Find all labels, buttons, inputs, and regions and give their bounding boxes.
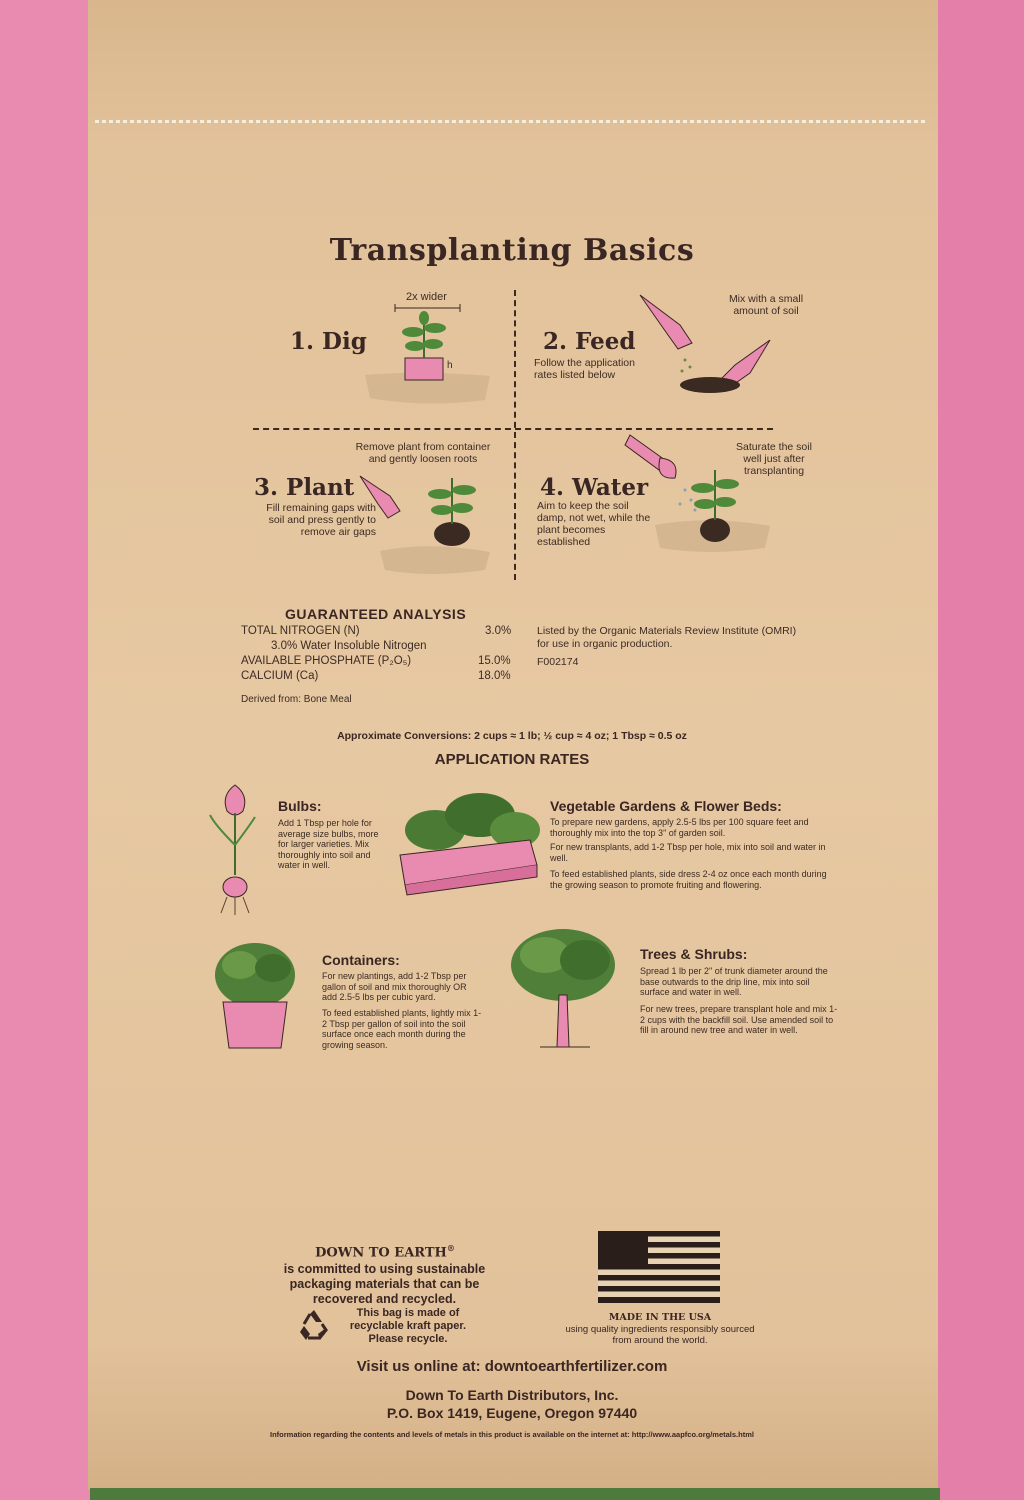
vegetable-text-3: To feed established plants, side dress 2-4 oz once each month during the growing season to promote fruiting and flowering.	[550, 869, 827, 890]
trees-text-2: For new trees, prepare transplant hole and mix 1-2 cups with the backfill soil. Use amended soil to fill in around new tree and water in well.	[640, 1004, 838, 1035]
analysis-insoluble-nitrogen: 3.0% Water Insoluble Nitrogen	[271, 640, 427, 652]
analysis-calcium: CALCIUM (Ca)	[241, 670, 319, 682]
bulbs-title: Bulbs:	[278, 798, 322, 814]
trees-text-1: Spread 1 lb per 2" of trunk diameter around the base outwards to the drip line, mix into soil surface and water in well.	[640, 966, 828, 997]
analysis-nitrogen-value: 3.0%	[485, 625, 512, 637]
trees-title: Trees & Shrubs:	[640, 946, 748, 962]
containers-title: Containers:	[322, 952, 400, 968]
analysis-title: GUARANTEED ANALYSIS	[285, 606, 467, 622]
recycle-text: This bag is made of recyclable kraft paper. Please recycle.	[349, 1307, 467, 1345]
website[interactable]: Visit us online at: downtoearthfertilizer.com	[356, 1358, 668, 1375]
application-title: APPLICATION RATES	[434, 751, 590, 768]
bag-stitching	[95, 120, 925, 123]
bulb-illustration	[205, 785, 265, 920]
divider-vertical	[514, 290, 516, 580]
bag-kraft-panel	[88, 0, 938, 1490]
sustainability-text: is committed to using sustainable packaging materials that can be recovered and recycled.	[283, 1262, 486, 1306]
step-plant-title: 3. Plant	[254, 474, 355, 501]
analysis-phosphate: AVAILABLE PHOSPHATE (P₂O₅)	[241, 655, 412, 667]
tree-illustration	[505, 925, 620, 1055]
step-water-note: Saturate the soil well just after transplanting	[736, 441, 812, 477]
step-feed-text: Follow the application rates listed below	[534, 357, 635, 381]
analysis-calcium-value: 18.0%	[478, 670, 511, 682]
brand-name-text: DOWN TO EARTH	[315, 1245, 447, 1261]
plant-illustration	[360, 466, 500, 576]
vegetable-text-2: For new transplants, add 1-2 Tbsp per hole, mix into soil and water in well.	[550, 842, 826, 863]
brand-name	[265, 1243, 505, 1260]
analysis-phosphate-value: 15.0%	[478, 655, 511, 667]
conversions: Approximate Conversions: 2 cups ≈ 1 lb; ½ cup ≈ 4 oz; 1 Tbsp ≈ 0.5 oz	[337, 730, 687, 742]
page-title: Transplanting Basics	[329, 233, 695, 268]
usa-title: MADE IN THE USA	[608, 1312, 712, 1323]
vegetable-title: Vegetable Gardens & Flower Beds:	[550, 798, 782, 814]
step-dig-dim: h	[447, 360, 453, 371]
container-illustration	[205, 940, 310, 1050]
bag-bottom-strip	[90, 1488, 940, 1500]
step-plant-note: Remove plant from container and gently loosen roots	[355, 441, 491, 465]
bag-right-gusset	[936, 0, 1024, 1500]
vegetable-text-1: To prepare new gardens, apply 2.5-5 lbs per 100 square feet and thoroughly mix into the top 3" of garden soil.	[550, 817, 809, 838]
bulbs-text: Add 1 Tbsp per hole for average size bulbs, more for larger varieties. Mix thoroughly into soil and water in well.	[278, 818, 379, 870]
registered-mark: ®	[446, 1243, 455, 1253]
step-feed-title: 2. Feed	[543, 328, 636, 355]
analysis-nitrogen: TOTAL NITROGEN (N)	[241, 625, 360, 637]
recycle-icon	[296, 1308, 332, 1342]
company-address: P.O. Box 1419, Eugene, Oregon 97440	[386, 1405, 638, 1421]
analysis-derived: Derived from: Bone Meal	[241, 694, 352, 705]
metals-info: Information regarding the contents and levels of metals in this product is available on the internet at: http://www.aapfco.org/metals.html	[270, 1430, 754, 1439]
step-water-text: Aim to keep the soil damp, not wet, while the plant becomes established	[537, 500, 651, 548]
bag-left-gusset	[0, 0, 90, 1500]
omri-code: F002174	[537, 656, 579, 668]
water-illustration	[625, 430, 775, 570]
garden-bed-illustration	[395, 785, 545, 900]
us-flag-icon	[598, 1231, 720, 1303]
step-water-title: 4. Water	[540, 474, 649, 501]
containers-text-2: To feed established plants, lightly mix 1-2 Tbsp per gallon of soil into the soil surface once each month during the growing season.	[322, 1008, 482, 1050]
step-feed-note: Mix with a small amount of soil	[728, 293, 804, 317]
containers-text-1: For new plantings, add 1-2 Tbsp per gallon of soil and mix thoroughly OR add 2.5-5 lbs per cubic yard.	[322, 971, 467, 1002]
usa-text: using quality ingredients responsibly sourced from around the world.	[565, 1324, 755, 1346]
omri-listing: Listed by the Organic Materials Review Institute (OMRI) for use in organic production.	[537, 625, 797, 650]
step-plant-text: Fill remaining gaps with soil and press gently to remove air gaps	[266, 502, 376, 538]
company-name: Down To Earth Distributors, Inc.	[405, 1387, 619, 1403]
dig-illustration	[365, 300, 495, 410]
feed-illustration	[640, 295, 770, 415]
step-dig-title: 1. Dig	[290, 328, 367, 355]
step-dig-note: 2x wider	[406, 291, 447, 303]
